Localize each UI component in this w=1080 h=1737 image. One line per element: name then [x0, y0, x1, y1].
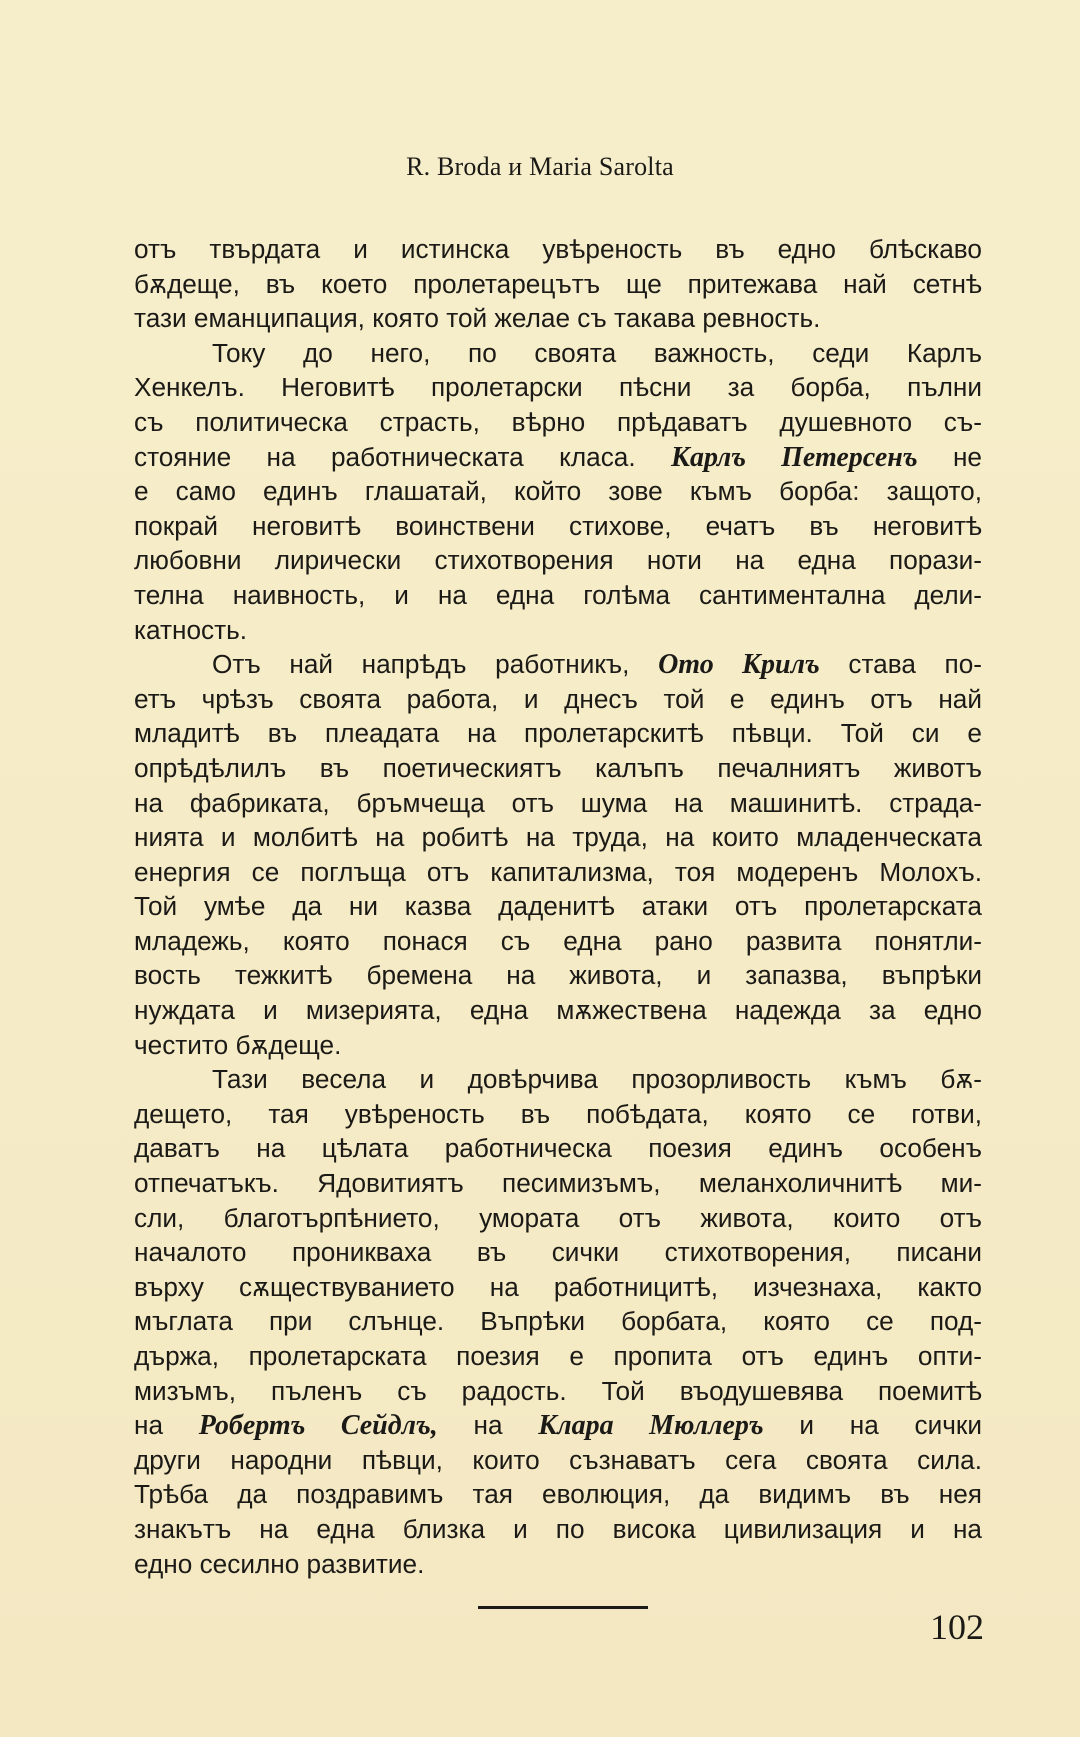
text-line [134, 1270, 982, 1305]
text-segment: покрай неговитѣ воинствени стихове, ечатъ въ неговитѣ [134, 510, 982, 541]
text-segment: става по- [819, 649, 982, 680]
end-rule [478, 1606, 648, 1609]
text-segment: знакътъ на една близка и по висока цивилизация и на [134, 1513, 982, 1544]
text-line [134, 1097, 982, 1132]
italic-name: Клара Мюллеръ [538, 1410, 764, 1442]
text-segment: и на сички [763, 1410, 982, 1441]
text-segment: на [134, 1410, 199, 1441]
text-segment: на фабриката, бръмчеща отъ шума на машинитѣ. страда- [134, 787, 982, 818]
text-line [134, 924, 982, 959]
text-line [134, 1062, 982, 1097]
text-segment: честито бѫдеще. [134, 1029, 342, 1060]
text-segment: сли, благотърпѣнието, умората отъ живота, които отъ [134, 1202, 982, 1233]
text-line [134, 1443, 982, 1478]
text-segment: едно сесилно развитие. [134, 1548, 425, 1579]
text-segment: отпечатъкъ. Ядовитиятъ песимизъмъ, меланхоличнитѣ ми- [134, 1168, 982, 1199]
text-line [134, 301, 982, 336]
text-segment: младитѣ въ плеадата на пролетарскитѣ пѣвци. Той си е [134, 718, 982, 749]
text-line [134, 1512, 982, 1547]
text-segment: върху сѫществуванието на работницитѣ, изчезнаха, както [134, 1271, 982, 1302]
text-line [134, 578, 982, 613]
text-segment: енергия се поглъща отъ капитализма, тоя модеренъ Молохъ. [134, 856, 982, 887]
text-line [134, 1028, 982, 1063]
text-segment: не [917, 441, 982, 472]
text-segment: мъглата при слънце. Въпрѣки борбата, която се под- [134, 1306, 982, 1337]
text-line [134, 993, 982, 1028]
text-segment: Той умѣе да ни казва даденитѣ атаки отъ пролетарската [134, 891, 982, 922]
text-segment: Трѣба да поздравимъ тая еволюция, да видимъ въ нея [134, 1479, 982, 1510]
text-segment: нията и молбитѣ на робитѣ на труда, на които младенческата [134, 822, 982, 853]
text-segment: началото проникваха въ сички стихотворения, писани [134, 1237, 982, 1268]
text-segment: е само единъ глашатай, който зове къмъ борба: защото, [134, 476, 982, 507]
text-line [134, 474, 982, 509]
text-line [134, 370, 982, 405]
page-number: 102 [930, 1607, 984, 1647]
text-line [134, 889, 982, 924]
text-segment: съ политическа страсть, вѣрно прѣдаватъ душевното съ- [134, 406, 982, 437]
text-segment: опрѣдѣлилъ въ поетическиятъ калъпъ печалниятъ животъ [134, 752, 982, 783]
text-segment: нуждата и мизерията, една мѫжествена надежда за едно [134, 995, 982, 1026]
text-segment: тази еманципация, която той желае съ такава ревность. [134, 303, 821, 334]
text-line [134, 509, 982, 544]
text-line [134, 1201, 982, 1236]
text-line [134, 786, 982, 821]
text-segment: етъ чрѣзъ своята работа, и днесъ той е единъ отъ най [134, 683, 982, 714]
italic-name: Карлъ Петерсенъ [671, 441, 918, 473]
text-line [134, 267, 982, 302]
text-segment: даватъ на цѣлата работническа поезия единъ особенъ [134, 1133, 982, 1164]
text-segment: Отъ най напрѣдъ работникъ, [212, 649, 659, 680]
text-segment: дещето, тая увѣреность въ побѣдата, която се готви, [134, 1098, 982, 1129]
text-segment: други народни пѣвци, които съзнаватъ сега своята сила. [134, 1444, 982, 1475]
running-head: R. Broda и Maria Sarolta [406, 152, 674, 181]
text-segment: Хенкелъ. Неговитѣ пролетарски пѣсни за борба, пълни [134, 372, 982, 403]
text-line [134, 232, 982, 267]
text-line [134, 716, 982, 751]
italic-name: Робертъ Сейдлъ, [198, 1410, 438, 1442]
italic-name: Ото Крилъ [658, 649, 820, 681]
text-line [134, 1477, 982, 1512]
text-segment: вость тежкитѣ бремена на живота, и запазва, въпрѣки [134, 960, 982, 991]
text-line [134, 682, 982, 717]
text-line [134, 1339, 982, 1374]
text-line [134, 855, 982, 890]
text-line [134, 1374, 982, 1409]
text-segment: катность. [134, 614, 248, 645]
text-segment: бѫдеще, въ което пролетарецътъ ще притежава най сетнѣ [134, 268, 982, 299]
text-line [134, 440, 982, 475]
text-line [134, 405, 982, 440]
text-segment: Тази весела и довѣрчива прозорливость къмъ бѫ- [212, 1064, 982, 1095]
text-line [134, 1131, 982, 1166]
text-segment: на [437, 1410, 539, 1441]
text-segment: Току до него, по своята важность, седи Карлъ [212, 337, 982, 368]
text-line [134, 820, 982, 855]
text-line [134, 958, 982, 993]
text-segment: любовни лирически стихотворения ноти на една порази- [134, 545, 982, 576]
text-line [134, 1547, 982, 1582]
text-line [134, 1235, 982, 1270]
text-segment: отъ твърдата и истинска увѣреность въ едно блѣскаво [134, 234, 982, 264]
text-segment: телна наивность, и на една голѣма сантиментална дели- [134, 579, 982, 610]
text-line [134, 751, 982, 786]
text-line [134, 647, 982, 682]
text-segment: стояние на работническата класа. [134, 441, 671, 472]
text-line [134, 613, 982, 648]
text-segment: младежь, която понася съ една рано развита понятли- [134, 925, 982, 956]
body-text [134, 232, 982, 1581]
text-line [134, 1408, 982, 1443]
text-line [134, 1304, 982, 1339]
text-line [134, 1166, 982, 1201]
text-segment: мизъмъ, пъленъ съ радость. Той въодушевява поемитѣ [134, 1375, 982, 1406]
text-segment: държа, пролетарската поезия е пропита отъ единъ опти- [134, 1341, 982, 1371]
text-line [134, 543, 982, 578]
text-line [134, 336, 982, 371]
